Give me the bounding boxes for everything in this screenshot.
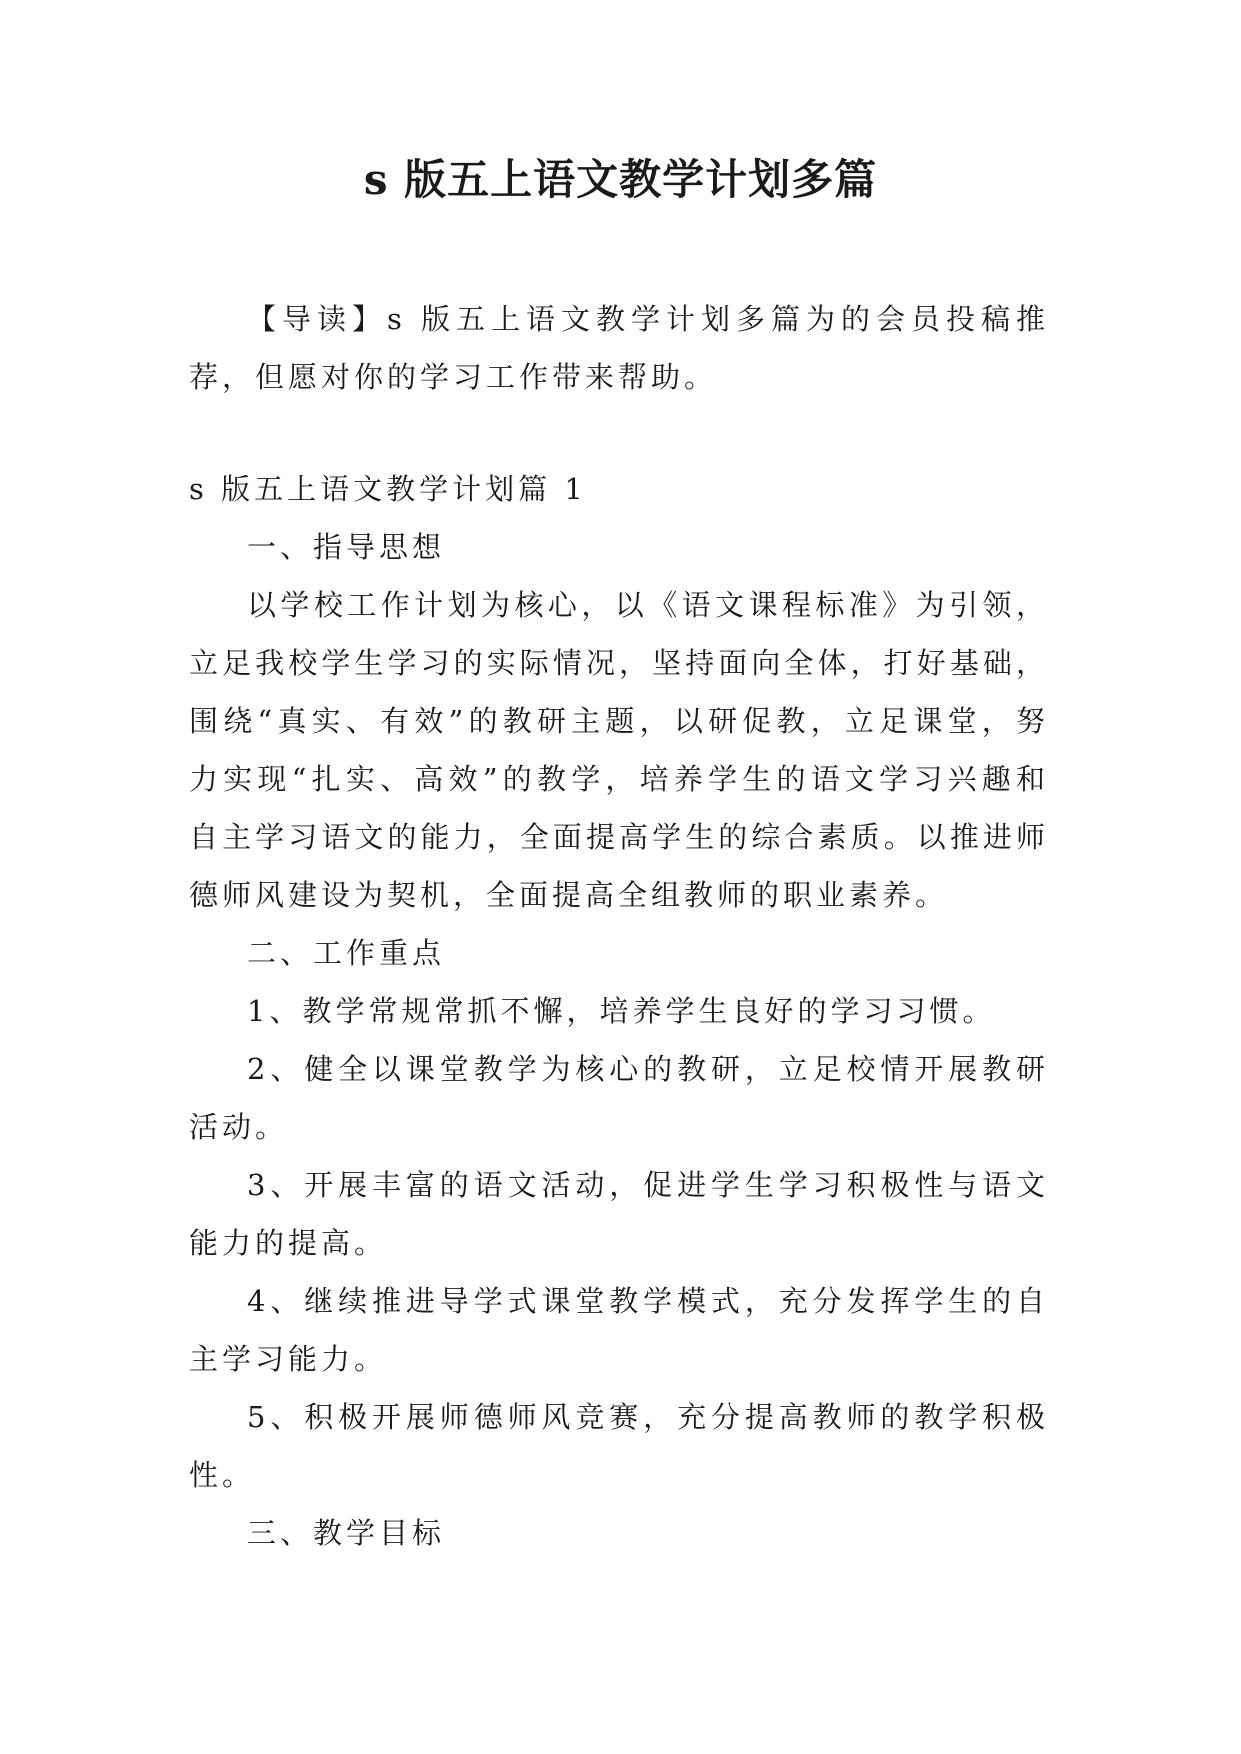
heading-work-focus: 二、工作重点: [247, 936, 446, 970]
paragraph-guiding-ideology: 以学校工作计划为核心，以《语文课程标准》为引领，立足我校学生学习的实际情况，坚持面向全体，打好基础，围绕“真实、有效”的教研主题，以研促教，立足课堂，努力实现“扎实、高效”的教学，培养学生的语文学习兴趣和自主学习语文的能力，全面提高学生的综合素质。以推进师德师风建设为契机，全面提高全组教师的职业素养。: [189, 588, 1049, 912]
list-item: 4、继续推进导学式课堂教学模式，充分发挥学生的自主学习能力。: [189, 1284, 1049, 1376]
lead-paragraph: 【导读】s 版五上语文教学计划多篇为的会员投稿推荐，但愿对你的学习工作带来帮助。: [189, 302, 1049, 394]
heading-guiding-ideology: 一、指导思想: [247, 530, 446, 564]
document-content: [189, 460, 1049, 1562]
lead-section: [189, 290, 1049, 406]
heading-teaching-goals: 三、教学目标: [247, 1516, 446, 1550]
list-item: 1、教学常规常抓不懈，培养学生良好的学习习惯。: [247, 994, 996, 1028]
section-title: s 版五上语文教学计划篇 1: [189, 472, 587, 506]
list-item: 2、健全以课堂教学为核心的教研，立足校情开展教研活动。: [189, 1052, 1049, 1144]
list-item: 5、积极开展师德师风竞赛，充分提高教师的教学积极性。: [189, 1400, 1049, 1492]
list-item: 3、开展丰富的语文活动，促进学生学习积极性与语文能力的提高。: [189, 1168, 1049, 1260]
document-title: s 版五上语文教学计划多篇: [363, 155, 878, 204]
